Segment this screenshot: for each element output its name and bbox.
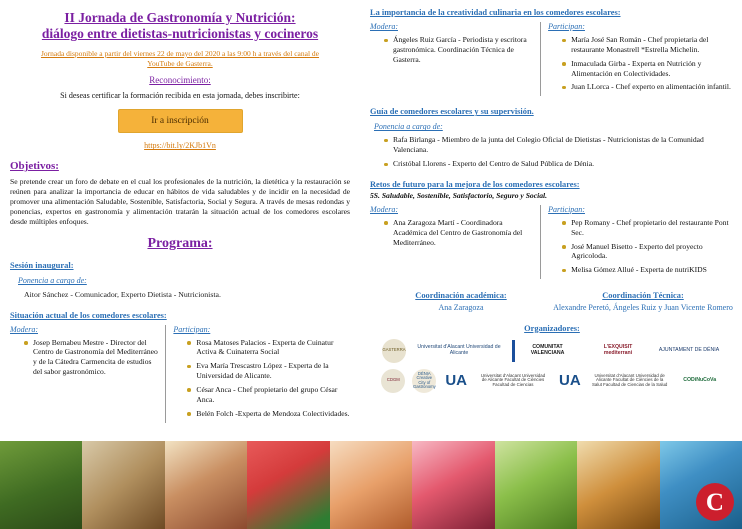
retos-modera-list	[370, 218, 534, 248]
coordinacion-academica-names: Ana Zaragoza	[438, 303, 484, 313]
situacion-modera-list	[10, 338, 159, 377]
cdgm-logo: CDGM	[381, 369, 405, 393]
objetivos-text: Se pretende crear un foro de debate en el cual los profesionales de la nutrición, la dietética y la restauración se reúnen para analizar la importancia de educar en hábitos de vida saludables y de incidir en la necesidad de promover una alimentación Saludable, Sostenible, Satisfactoria, Social y Segura. A través de mesas redondas y ponencias, expertos en gastronomía y alimentación tratarán la situación actual de los comedores escolares desde múltiples enfoques.	[10, 177, 350, 227]
right-column	[362, 0, 742, 393]
list-item: Ana Zaragoza Martí - Coordinadora Académica del Centro de Gastronomía del Mediterráneo.	[384, 218, 534, 248]
list-item: Cristóbal Llorens - Experto del Centro de Salud Pública de Dénia.	[384, 159, 734, 169]
pastry-photo	[577, 441, 659, 529]
retos-modera-col	[370, 205, 541, 279]
list-item: Rosa Matoses Palacios - Experta de Cuinatur Activa & Cuinaterra Social	[187, 338, 350, 358]
list-item: Ángeles Ruiz García - Periodista y escritora gastronómica. Coordinación Técnica de Gasterra.	[384, 35, 534, 65]
objetivos-heading: Objetivos:	[10, 160, 59, 173]
enroll-link[interactable]: https://bit.ly/2KJb1Vn	[144, 141, 216, 151]
coordinacion-tecnica	[552, 291, 734, 313]
coordinacion-academica	[370, 291, 552, 313]
guia-ponencia-label: Ponencia a cargo de:	[374, 122, 443, 132]
situacion-modera-col	[10, 325, 166, 423]
creatividad-participan-label: Participan:	[548, 22, 585, 31]
universitat-alacant-logo: Universitat d'Alacant Universidad de Alicante	[417, 344, 501, 356]
coordinacion-block	[370, 291, 734, 313]
list-item: Rafa Birlanga - Miembro de la junta del Colegio Oficial de Dietistas - Nutricionistas de la Comunidad Valenciana.	[384, 135, 734, 155]
list-item: José Manuel Bisetto - Experto del proyecto Agricoloda.	[562, 242, 734, 262]
situacion-participan-col	[166, 325, 350, 423]
situacion-actual-heading: Situación actual de los comedores escolares:	[10, 310, 167, 320]
situacion-participan-list	[173, 338, 350, 419]
organizadores-logo-row-1	[370, 339, 734, 363]
guia-heading: Guía de comedores escolares y su supervisión.	[370, 107, 534, 117]
retos-heading: Retos de futuro para la mejora de los comedores escolares:	[370, 179, 580, 189]
lexquisit-mediterrani-logo: L'EXQUISIT mediterrani	[603, 344, 633, 356]
chef-plating-photo	[165, 441, 247, 529]
brand-corner-logo: C	[696, 483, 734, 521]
denia-creative-city-logo: DÉNIA Creative City of Gastronomy	[412, 369, 436, 393]
retos-columns	[370, 205, 734, 279]
guia-speakers-list	[370, 135, 734, 169]
ua-ciencias-logo: UA	[445, 371, 467, 389]
creatividad-heading: La importancia de la creatividad culinaria en los comedores escolares:	[370, 8, 621, 17]
situacion-participan-label: Participan:	[173, 324, 211, 334]
vegetables-photo	[495, 441, 577, 529]
ua-salud-logo: UA	[559, 371, 581, 389]
retos-participan-col	[541, 205, 734, 279]
coordinacion-academica-heading: Coordinación académica:	[415, 291, 507, 301]
list-item: Inmaculada Girba - Experta en Nutrición y Alimentación en Colectividades.	[562, 59, 734, 79]
fish-photo	[660, 441, 742, 529]
list-item: César Anca - Chef propietario del grupo César Anca.	[187, 385, 350, 405]
organizadores-heading: Organizadores:	[524, 323, 580, 333]
page-title	[10, 10, 350, 42]
left-column	[0, 0, 360, 423]
list-item: María José San Román - Chef propietaria del restaurante Monastrell *Estrella Michelin.	[562, 35, 734, 55]
photo-strip	[0, 441, 742, 529]
situacion-modera-label: Modera:	[10, 324, 38, 334]
ua-ciencias-sub: Universitat d'Alacant Universidad de Alicante Facultat de Ciències Facultad de Ciencias	[480, 372, 546, 387]
retos-participan-label: Participan:	[548, 204, 585, 214]
generalitat-valenciana-logo: COMUNITAT VALENCIANA	[512, 340, 580, 362]
ice-cream-photo	[330, 441, 412, 529]
situacion-actual-columns	[10, 325, 350, 423]
certify-text: Si deseas certificar la formación recibida en esta jornada, debes inscribirte:	[60, 91, 300, 101]
list-item: Melisa Gómez Allué - Experta de nutriKIDS	[562, 265, 734, 275]
watermelon-photo	[247, 441, 329, 529]
coordinacion-tecnica-heading: Coordinación Técnica:	[602, 291, 684, 301]
programa-heading: Programa:	[147, 236, 213, 252]
bread-dough-photo	[82, 441, 164, 529]
enroll-button[interactable]: Ir a inscripción	[118, 109, 243, 133]
creatividad-participan-list	[548, 35, 734, 92]
field-crops-photo	[0, 441, 82, 529]
availability-note: Jornada disponible a partir del viernes 22 de mayo del 2020 a las 9:00 h a través del canal de YouTube de Gasterra.	[40, 48, 320, 68]
creatividad-modera-list	[370, 35, 534, 65]
ajuntament-denia-logo: AJUNTAMENT DE DÉNIA	[658, 346, 720, 353]
retos-modera-label: Modera:	[370, 204, 398, 214]
list-item: Pep Romany - Chef propietario del restaurante Pont Sec.	[562, 218, 734, 238]
list-item: Juan LLorca - Chef experto en alimentación infantil.	[562, 82, 734, 92]
retos-note: 5S. Saludable, Sostenible, Satisfactorio, Seguro y Social.	[370, 190, 547, 200]
list-item: Eva María Trescastro López - Experta de la Universidad de Alicante.	[187, 361, 350, 381]
reconocimiento-heading: Reconocimiento:	[149, 75, 211, 86]
title-line-1: II Jornada de Gastronomía y Nutrición:	[64, 10, 296, 25]
sesion-ponencia-label: Ponencia a cargo de:	[18, 276, 87, 286]
ua-salud-sub: Universitat d'Alacant Universidad de Alicante Facultat de Ciències de la Salut Facultad de Ciencias de la Salud	[591, 372, 668, 387]
retos-participan-list	[548, 218, 734, 275]
creatividad-participan-col	[541, 22, 734, 96]
coordinacion-tecnica-names: Alexandre Peretó, Ángeles Ruiz y Juan Vicente Romero	[553, 303, 733, 313]
organizadores-logo-row-2	[370, 369, 734, 393]
sesion-speaker: Aitor Sánchez - Comunicador, Experto Dietista - Nutricionista.	[24, 290, 221, 300]
gasterra-logo: GASTERRA	[382, 339, 406, 363]
strawberry-photo	[412, 441, 494, 529]
title-line-2: diálogo entre dietistas-nutricionistas y cocineros	[41, 25, 319, 41]
creatividad-columns	[370, 22, 734, 96]
creatividad-modera-label: Modera:	[370, 22, 398, 31]
list-item: Belén Folch -Experta de Mendoza Colectividades.	[187, 409, 350, 419]
creatividad-modera-col	[370, 22, 541, 96]
list-item: Josep Bernabeu Mestre - Director del Centro de Gastronomía del Mediterráneo y de la Cátedra Carmencita de estudios del sabor gastronómico.	[24, 338, 159, 377]
sesion-inaugural-heading: Sesión inaugural:	[10, 260, 74, 271]
codinucova-logo: CODiNuCoVa	[683, 376, 717, 383]
